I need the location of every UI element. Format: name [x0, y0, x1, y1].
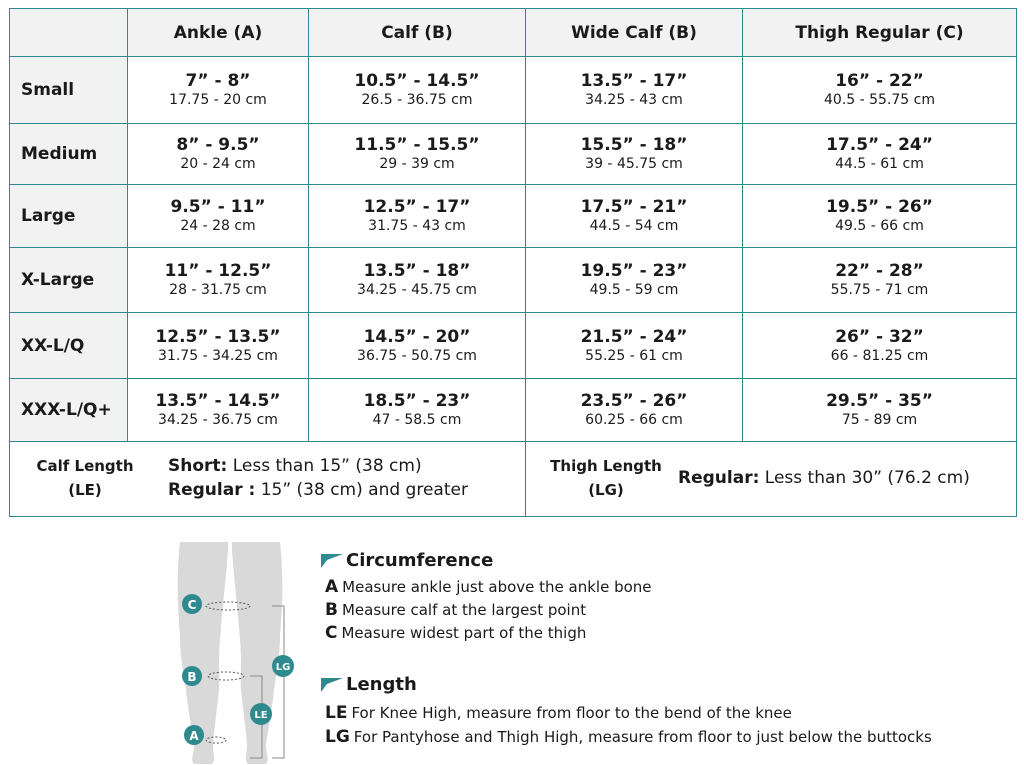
- thigh-regular-value: Less than 30” (76.2 cm): [759, 468, 970, 488]
- size-cell: [128, 313, 309, 379]
- thigh-length-label: [536, 454, 676, 502]
- right-leg-shape: [232, 542, 282, 764]
- calf-length-label: [20, 454, 150, 502]
- size-cell: [743, 313, 1017, 379]
- measure-key: B: [325, 600, 338, 620]
- cm-range: 36.75 - 50.75 cm: [357, 347, 477, 364]
- svg-text:C: C: [187, 598, 197, 612]
- svg-text:LE: LE: [254, 710, 268, 721]
- legs-diagram: [150, 540, 310, 765]
- flag-icon: [321, 554, 343, 568]
- table-row: [10, 185, 1017, 248]
- size-label: XX-L/Q: [10, 313, 128, 379]
- inch-range: 18.5” - 23”: [363, 391, 471, 411]
- table-row: [10, 379, 1017, 442]
- inch-range: 11” - 12.5”: [164, 261, 272, 281]
- svg-text:A: A: [189, 729, 199, 743]
- header-wide-calf: Wide Calf (B): [526, 9, 743, 57]
- thigh-length-values: [678, 466, 970, 490]
- cm-range: 40.5 - 55.75 cm: [824, 92, 935, 108]
- inch-range: 23.5” - 26”: [580, 391, 688, 411]
- size-cell: [743, 185, 1017, 248]
- calf-length-code: (LE): [68, 481, 102, 499]
- header-ankle: Ankle (A): [128, 9, 309, 57]
- size-cell: [128, 379, 309, 442]
- inch-range: 12.5” - 13.5”: [155, 326, 281, 347]
- measure-c-line: [325, 623, 586, 643]
- header-calf: Calf (B): [309, 9, 526, 57]
- measure-text: For Pantyhose and Thigh High, measure from floor to just below the buttocks: [353, 728, 932, 746]
- inch-range: 11.5” - 15.5”: [354, 135, 480, 155]
- inch-range: 8” - 9.5”: [176, 135, 260, 155]
- cm-range: 29 - 39 cm: [379, 156, 455, 172]
- calf-regular-key: Regular :: [168, 480, 256, 500]
- calf-short-key: Short:: [168, 456, 228, 476]
- measure-key: LG: [325, 727, 350, 747]
- marker-a-icon: [184, 725, 204, 745]
- inch-range: 12.5” - 17”: [363, 197, 471, 217]
- size-cell: [526, 185, 743, 248]
- cm-range: 26.5 - 36.75 cm: [361, 92, 473, 108]
- marker-lg-icon: [272, 655, 294, 677]
- header-thigh-regular: Thigh Regular (C): [743, 9, 1017, 57]
- size-cell: [526, 313, 743, 379]
- header-corner: [10, 9, 128, 57]
- calf-short-value: Less than 15” (38 cm): [227, 456, 422, 476]
- size-cell: [526, 248, 743, 313]
- svg-text:B: B: [187, 670, 197, 684]
- marker-b-icon: [182, 666, 202, 686]
- table-row: [10, 248, 1017, 313]
- size-cell: [526, 124, 743, 185]
- size-cell: [743, 248, 1017, 313]
- thigh-length-code: (LG): [588, 481, 624, 499]
- cm-range: 31.75 - 43 cm: [368, 218, 466, 234]
- size-cell: [309, 379, 526, 442]
- inch-range: 19.5” - 23”: [580, 261, 688, 281]
- size-cell: [128, 57, 309, 124]
- size-label: XXX-L/Q+: [10, 379, 128, 442]
- cm-range: 34.25 - 36.75 cm: [158, 412, 278, 428]
- size-cell: [309, 124, 526, 185]
- cm-range: 47 - 58.5 cm: [372, 412, 462, 428]
- calf-regular-line: [168, 478, 468, 502]
- calf-short-line: [168, 454, 468, 478]
- cm-range: 75 - 89 cm: [841, 412, 918, 428]
- measure-text: Measure widest part of the thigh: [341, 624, 587, 642]
- cm-range: 49.5 - 66 cm: [835, 218, 924, 234]
- cm-range: 39 - 45.75 cm: [585, 156, 683, 172]
- cm-range: 34.25 - 43 cm: [585, 92, 683, 108]
- size-cell: [526, 57, 743, 124]
- calf-regular-value: 15” (38 cm) and greater: [255, 480, 468, 500]
- inch-range: 13.5” - 17”: [580, 71, 688, 91]
- measure-key: C: [325, 623, 338, 643]
- size-cell: [526, 379, 743, 442]
- measure-lg-line: [325, 727, 932, 747]
- length-title: Length: [346, 674, 417, 695]
- thigh-length-title: Thigh Length: [550, 457, 662, 475]
- cm-range: 60.25 - 66 cm: [585, 412, 683, 428]
- inch-range: 26” - 32”: [835, 326, 924, 347]
- inch-range: 7” - 8”: [185, 71, 251, 91]
- size-label: Large: [10, 185, 128, 248]
- inch-range: 21.5” - 24”: [580, 326, 688, 347]
- inch-range: 10.5” - 14.5”: [354, 71, 480, 91]
- size-cell: [309, 313, 526, 379]
- cm-range: 34.25 - 45.75 cm: [357, 282, 477, 298]
- measure-key: A: [325, 577, 339, 597]
- table-row: [10, 57, 1017, 124]
- inch-range: 13.5” - 18”: [363, 261, 471, 281]
- size-cell: [128, 124, 309, 185]
- header-row: [10, 9, 1017, 57]
- cm-range: 28 - 31.75 cm: [169, 282, 267, 298]
- measure-text: Measure calf at the largest point: [341, 601, 587, 619]
- marker-le-icon: [250, 703, 272, 725]
- size-cell: [743, 57, 1017, 124]
- inch-range: 13.5” - 14.5”: [155, 391, 281, 411]
- thigh-length-cell: [526, 442, 1017, 517]
- size-label: Small: [10, 57, 128, 124]
- length-row: [10, 442, 1017, 517]
- thigh-regular-line: [678, 466, 970, 490]
- circumference-title: Circumference: [346, 550, 494, 571]
- svg-text:LG: LG: [275, 662, 291, 673]
- cm-range: 66 - 81.25 cm: [830, 347, 929, 364]
- size-cell: [128, 248, 309, 313]
- inch-range: 17.5” - 24”: [826, 135, 933, 155]
- size-cell: [309, 185, 526, 248]
- inch-range: 22” - 28”: [835, 261, 924, 281]
- marker-c-icon: [182, 594, 202, 614]
- measure-text: Measure ankle just above the ankle bone: [342, 578, 652, 596]
- calf-length-cell: [10, 442, 526, 517]
- inch-range: 16” - 22”: [835, 71, 924, 91]
- cm-range: 49.5 - 59 cm: [589, 282, 679, 298]
- measure-a-line: [325, 577, 652, 597]
- cm-range: 31.75 - 34.25 cm: [158, 347, 278, 364]
- inch-range: 9.5” - 11”: [170, 197, 266, 217]
- size-cell: [309, 248, 526, 313]
- measure-text: For Knee High, measure from floor to the bend of the knee: [351, 704, 792, 722]
- table-row: [10, 124, 1017, 185]
- calf-length-title: Calf Length: [36, 457, 134, 475]
- calf-length-values: [168, 454, 468, 502]
- cm-range: 20 - 24 cm: [180, 156, 256, 172]
- inch-range: 15.5” - 18”: [580, 135, 688, 155]
- inch-range: 14.5” - 20”: [363, 326, 471, 347]
- measure-le-line: [325, 703, 792, 723]
- inch-range: 19.5” - 26”: [826, 197, 933, 217]
- cm-range: 17.75 - 20 cm: [169, 92, 267, 108]
- size-cell: [743, 124, 1017, 185]
- table-row: [10, 313, 1017, 379]
- size-label: X-Large: [10, 248, 128, 313]
- length-heading: [321, 674, 417, 695]
- flag-icon: [321, 678, 343, 692]
- cm-range: 44.5 - 61 cm: [835, 156, 924, 172]
- size-cell: [128, 185, 309, 248]
- size-label: Medium: [10, 124, 128, 185]
- cm-range: 55.25 - 61 cm: [585, 347, 683, 364]
- inch-range: 17.5” - 21”: [580, 197, 688, 217]
- measurement-legend: [0, 530, 1024, 763]
- inch-range: 29.5” - 35”: [826, 391, 933, 411]
- size-cell: [309, 57, 526, 124]
- circumference-heading: [321, 550, 493, 571]
- thigh-regular-key: Regular:: [678, 468, 760, 488]
- measure-b-line: [325, 600, 586, 620]
- cm-range: 55.75 - 71 cm: [830, 282, 929, 298]
- cm-range: 24 - 28 cm: [180, 218, 256, 234]
- size-cell: [743, 379, 1017, 442]
- cm-range: 44.5 - 54 cm: [589, 218, 679, 234]
- measure-key: LE: [325, 703, 348, 723]
- size-chart-table: [9, 8, 1017, 517]
